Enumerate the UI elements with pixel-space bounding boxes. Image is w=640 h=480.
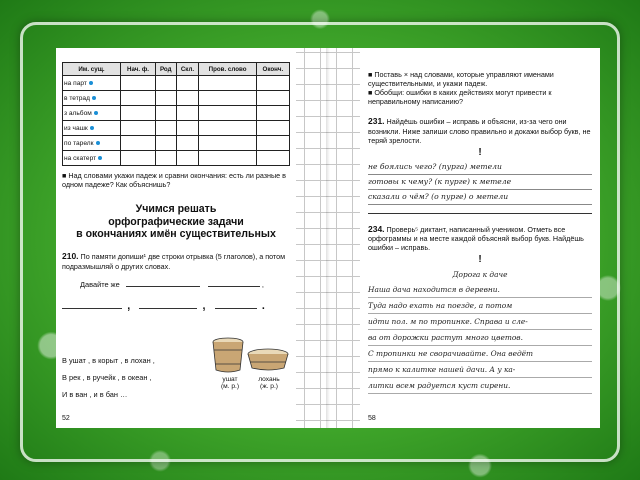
table-question: ■ Над словами укажи падеж и сравни окончания: есть ли разные в одном падеже? Как объяснишь? — [62, 171, 286, 189]
exercise-231: 231. Найдёшь ошибки – исправь и объясни, из-за чего они возникли. Ниже запиши слово правильно и докажи выбор букв, не теряй зрелости. — [368, 116, 591, 145]
right-page — [360, 48, 600, 428]
handwritten-line: не боялись чего? (пурга) метели — [368, 160, 592, 175]
table-row — [63, 121, 290, 136]
row-word: на скатерт — [64, 154, 97, 162]
phrase-line: В ушат , в корыт , в лохан , — [62, 356, 155, 365]
blank-dot-icon — [90, 126, 94, 130]
answer-lines: , , . — [62, 296, 290, 306]
table-row — [63, 151, 290, 166]
square-bullet-icon: ■ — [368, 88, 375, 97]
col-ending: Оконч. — [256, 63, 289, 76]
blank-dot-icon — [96, 141, 100, 145]
page-number: 58 — [368, 415, 376, 422]
phrase-line: И в ван , и в бан … — [62, 390, 128, 399]
dictation-text — [368, 267, 592, 394]
page-number: 52 — [62, 415, 70, 422]
handwritten-line: идти пол. м по тропинке. Справа и сле- — [368, 314, 592, 330]
write-line: Давайте же , — [80, 279, 264, 289]
blank-dot-icon — [94, 111, 98, 115]
col-gender: Род — [156, 63, 177, 76]
handwritten-line: готовы к чему? (к пурге) к метеле — [368, 175, 592, 190]
tub-illustration — [206, 334, 292, 402]
handwritten-line: С тропинки не сворачивайте. Она ведёт — [368, 346, 592, 362]
blank-dot-icon — [92, 96, 96, 100]
exercise-210: 210. По памяти допиши¹ две строки отрывка (5 глаголов), а потом подразмышляй о других словах. — [62, 251, 286, 271]
dictation-title: Дорога к даче — [452, 270, 508, 280]
col-initial-form: Нач. ф. — [121, 63, 156, 76]
row-word: из чашк — [64, 124, 88, 132]
tub-label: ушат (м. р.) — [220, 376, 240, 390]
square-bullet-icon: ■ — [368, 70, 375, 79]
row-word: з альбом — [64, 109, 92, 117]
divider — [368, 213, 592, 214]
intro-line: ■ Обобщи: ошибки в каких действиях могут привести к неправильному написанию? — [368, 88, 552, 106]
handwritten-line: сказали о чём? (о пурге) о метели — [368, 190, 592, 205]
square-bullet-icon: ■ — [62, 171, 69, 180]
handwritten-line: Наша дача находится в деревни. — [368, 282, 592, 298]
exercise-234: 234. Проверь⁵ диктант, написанный учеником. Отметь все орфограммы и на месте каждой объясняй выбор букв. Найдёшь ошибки – исправь. — [368, 223, 584, 253]
table-row — [63, 106, 290, 121]
attention-mark: ! — [478, 254, 482, 266]
intro-line: ■ Поставь × над словами, которые управляют именами существительными, и укажи падеж. — [368, 70, 554, 88]
blank-dot-icon — [98, 156, 102, 160]
left-page — [56, 48, 296, 428]
attention-mark: ! — [478, 146, 482, 158]
section-heading: Учимся решать орфографические задачи в окончаниях имён существительных — [76, 203, 276, 241]
phrase-line: В рек , в ручейк , в океан , — [62, 373, 152, 382]
basin-label: лохань (ж. р.) — [258, 376, 280, 390]
table-row — [63, 76, 290, 91]
col-declension: Скл. — [176, 63, 199, 76]
row-word: в тетрад — [64, 94, 90, 102]
col-noun: Им. сущ. — [63, 63, 121, 76]
handwritten-line: литки всем радуется куст сирени. — [368, 378, 592, 394]
blank-dot-icon — [89, 81, 93, 85]
handwritten-line: ва от дорожки растут много цветов. — [368, 330, 592, 346]
handwritten-line: Туда надо ехать на поезде, а потом — [368, 298, 592, 314]
table-row — [63, 136, 290, 151]
row-word: по тарелк — [64, 139, 94, 147]
case-table — [62, 62, 290, 166]
table-row — [63, 91, 290, 106]
handwritten-line: прямо к калитке нашей дачи. А у ка- — [368, 362, 592, 378]
col-check-word: Пров. слово — [199, 63, 256, 76]
row-word: на парт — [64, 79, 87, 87]
book-spine — [296, 48, 360, 428]
